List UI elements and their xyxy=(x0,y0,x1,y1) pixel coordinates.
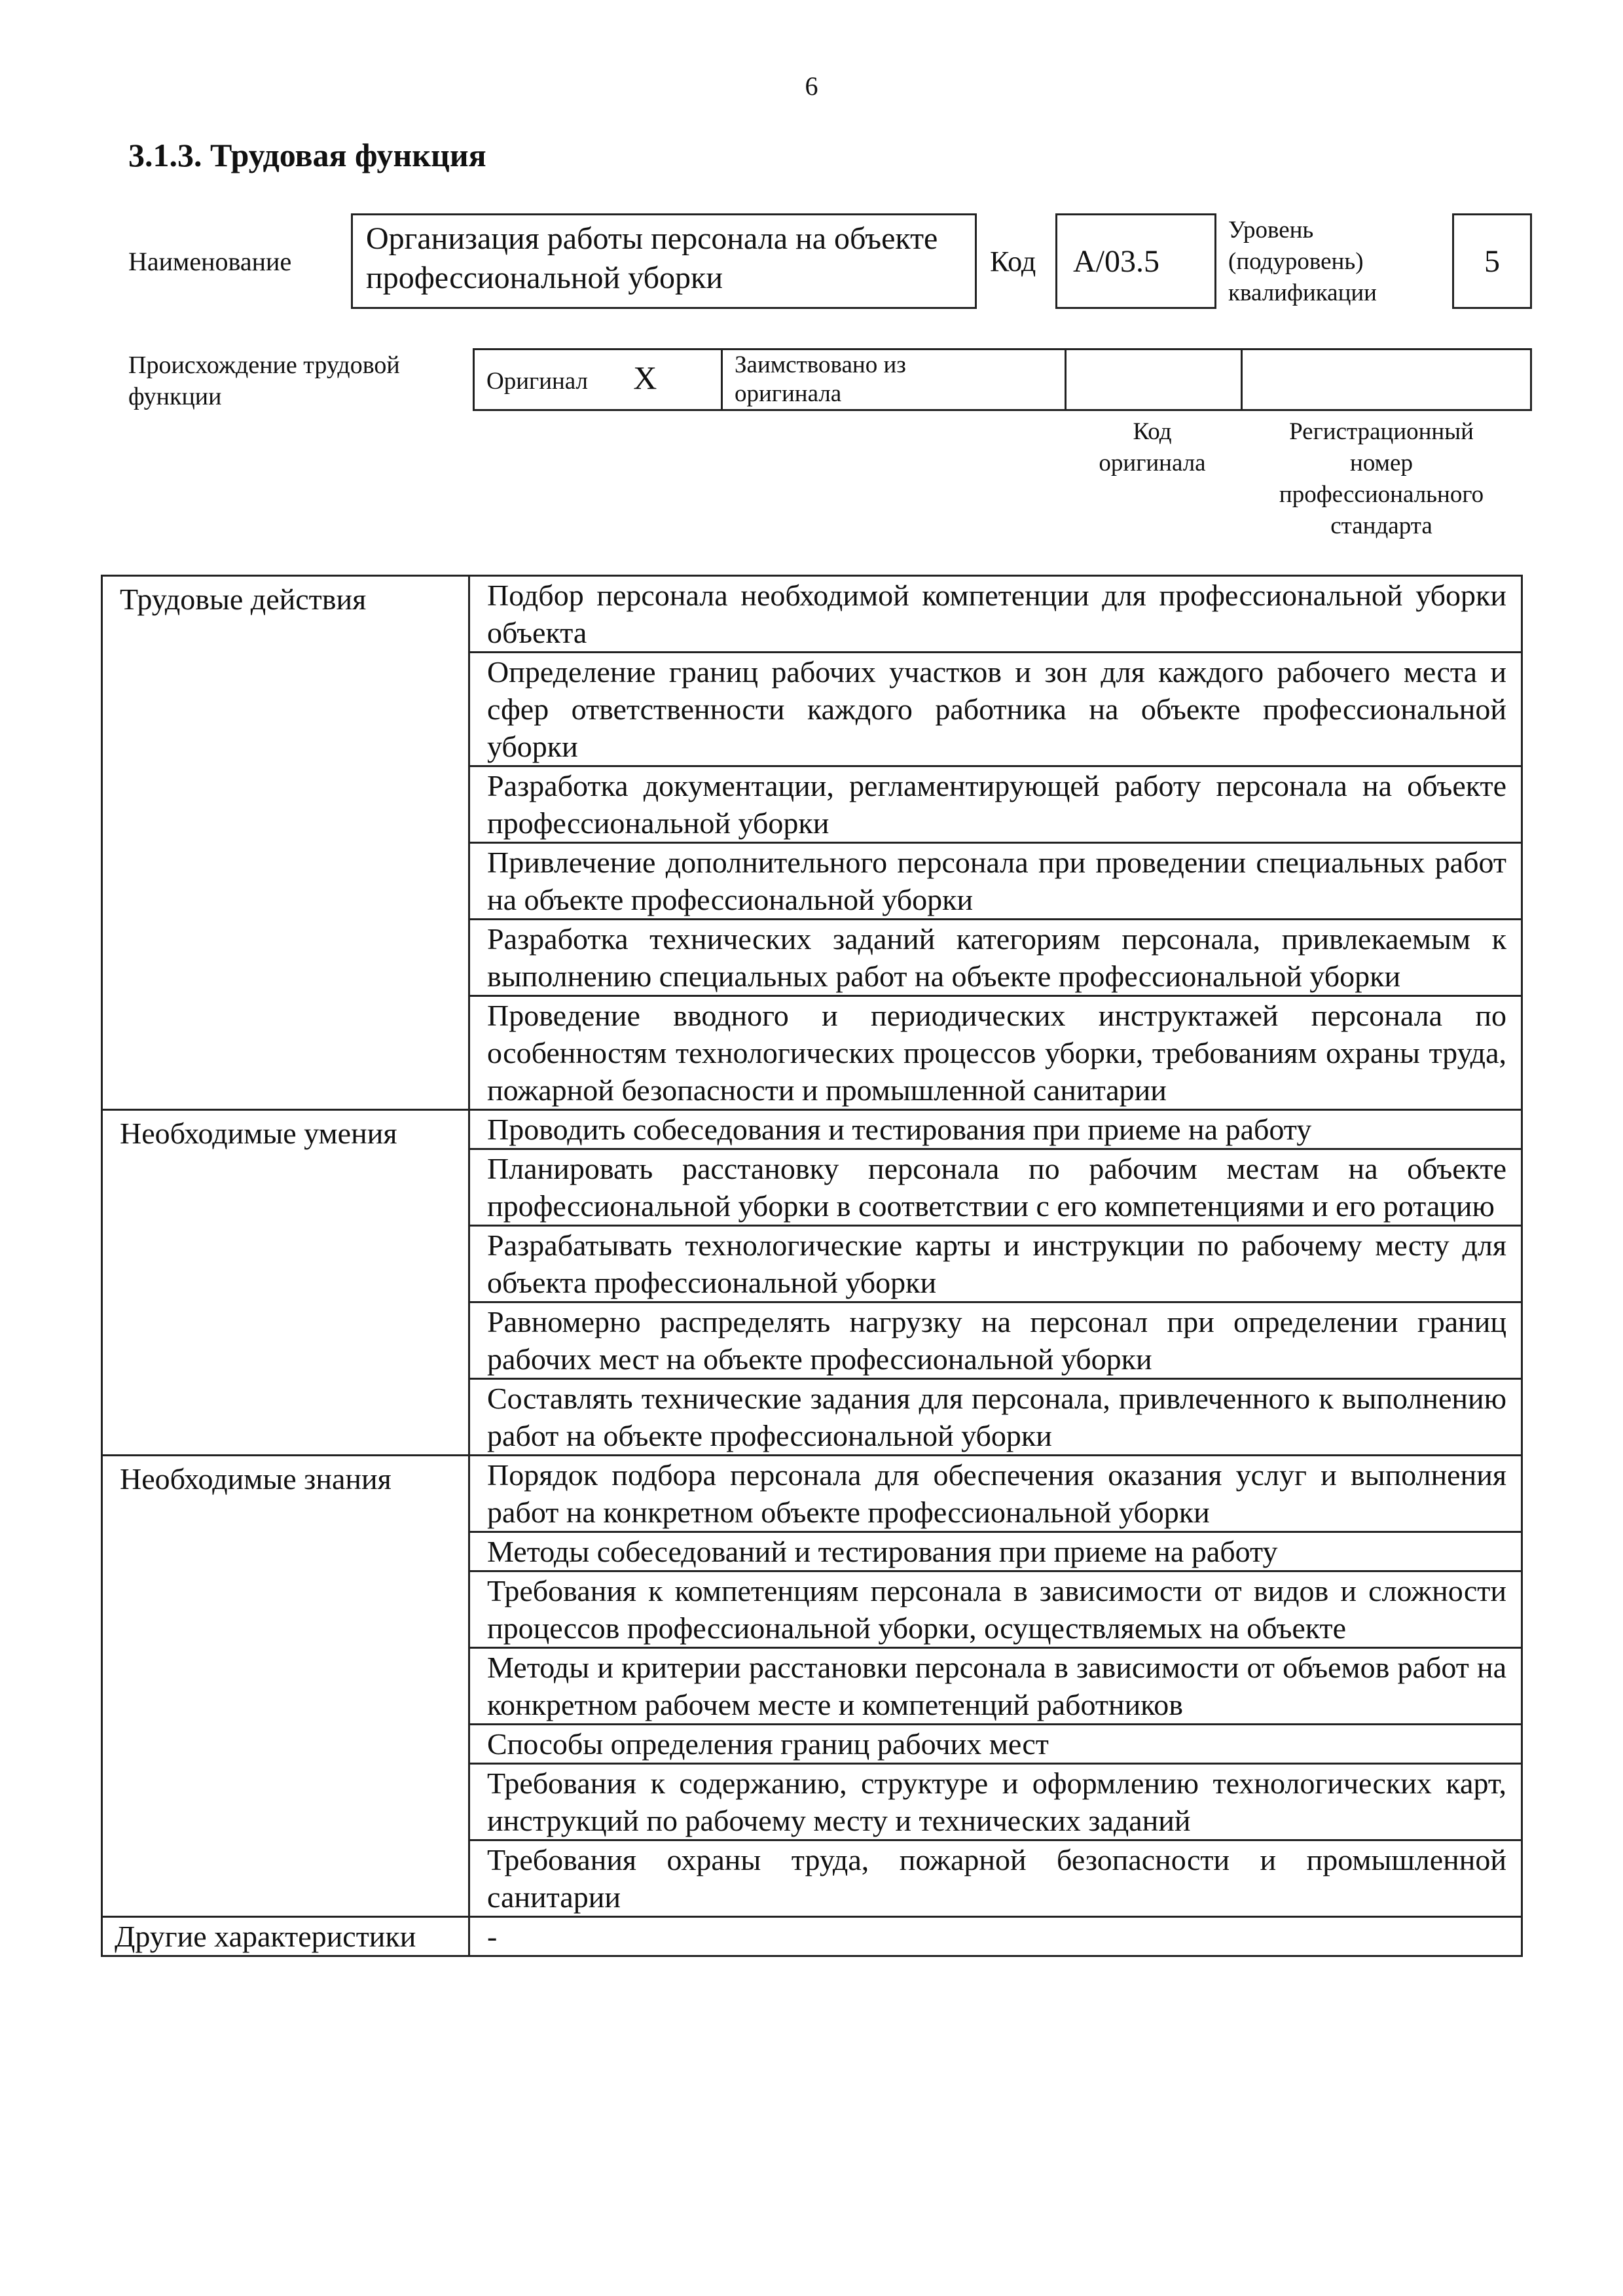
origin-label-line-2: функции xyxy=(128,383,222,410)
function-name-value: Организация работы персонала на объекте профессиональной уборки xyxy=(366,221,938,295)
section-title-knowledge: Необходимые знания xyxy=(102,1456,469,1917)
code-box xyxy=(1055,213,1216,309)
table-cell: Способы определения границ рабочих мест xyxy=(469,1725,1522,1764)
origin-label-line-1: Происхождение трудовой xyxy=(128,351,400,379)
table-cell: Разработка документации, регламентирующей работу персонала на объекте профессиональной уборки xyxy=(469,766,1522,843)
reg-number-caption-line-1: Регистрационный xyxy=(1289,418,1474,445)
original-label: Оригинал xyxy=(486,368,589,395)
reg-number-cell xyxy=(1242,350,1531,410)
borrowed-label-line-2: оригинала xyxy=(735,380,842,407)
page-number: 6 xyxy=(805,71,818,101)
level-value: 5 xyxy=(1484,243,1500,279)
section-title-other: Другие характеристики xyxy=(102,1917,469,1956)
table-cell: Равномерно распределять нагрузку на персонал при определении границ рабочих мест на объекте профессиональной уборки xyxy=(469,1302,1522,1379)
table-row xyxy=(102,1456,1522,1532)
original-mark: X xyxy=(633,359,657,396)
table-row xyxy=(102,1110,1522,1149)
origin-table xyxy=(473,348,1532,411)
table-cell: Требования охраны труда, пожарной безопасности и промышленной санитарии xyxy=(469,1840,1522,1917)
table-row xyxy=(102,1917,1522,1956)
table-cell: Составлять технические задания для персонала, привлеченного к выполнению работ на объекте профессиональной уборки xyxy=(469,1379,1522,1456)
reg-number-caption xyxy=(1237,416,1525,542)
original-code-cell xyxy=(1066,350,1242,410)
original-cell xyxy=(474,350,722,410)
table-cell: Методы и критерии расстановки персонала в зависимости от объемов работ на конкретном рабочем месте и компетенций работников xyxy=(469,1648,1522,1725)
table-row xyxy=(102,576,1522,653)
level-label-line-3: квалификации xyxy=(1228,279,1377,306)
table-cell: Проведение вводного и периодических инструктажей персонала по особенностям технологических процессов уборки, требованиям охраны труда, пожарной безопасности и промышленной санитарии xyxy=(469,996,1522,1110)
section-title: 3.1.3. Трудовая функция xyxy=(128,137,486,173)
original-code-caption-line-2: оригинала xyxy=(1099,450,1206,476)
origin-label xyxy=(128,350,400,412)
table-cell: Методы собеседований и тестирования при приеме на работу xyxy=(469,1532,1522,1571)
table-cell: - xyxy=(469,1917,1522,1956)
table-cell: Подбор персонала необходимой компетенции для профессиональной уборки объекта xyxy=(469,576,1522,653)
section-title-skills: Необходимые умения xyxy=(102,1110,469,1456)
table-cell: Порядок подбора персонала для обеспечения оказания услуг и выполнения работ на конкретном объекте профессиональной уборки xyxy=(469,1456,1522,1532)
main-table xyxy=(101,575,1523,1957)
code-label: Код xyxy=(990,245,1036,278)
table-cell: Проводить собеседования и тестирования при приеме на работу xyxy=(469,1110,1522,1149)
code-value: A/03.5 xyxy=(1073,243,1159,279)
original-code-caption-line-1: Код xyxy=(1133,418,1172,445)
level-label xyxy=(1228,215,1377,309)
function-name-box xyxy=(351,213,977,309)
reg-number-caption-line-4: стандарта xyxy=(1330,512,1432,539)
borrowed-label-line-1: Заимствовано из xyxy=(735,351,906,378)
borrowed-cell xyxy=(722,350,1066,410)
table-cell: Определение границ рабочих участков и зон для каждого рабочего места и сфер ответственности каждого работника на объекте профессиональной уборки xyxy=(469,653,1522,766)
section-title-labor-actions: Трудовые действия xyxy=(102,576,469,1110)
table-cell: Привлечение дополнительного персонала при проведении специальных работ на объекте профессиональной уборки xyxy=(469,843,1522,920)
table-cell: Разрабатывать технологические карты и инструкции по рабочему месту для объекта профессиональной уборки xyxy=(469,1226,1522,1302)
level-box xyxy=(1452,213,1532,309)
reg-number-caption-line-2: номер xyxy=(1350,450,1413,476)
reg-number-caption-line-3: профессионального xyxy=(1279,481,1484,508)
table-cell: Разработка технических заданий категориям персонала, привлекаемым к выполнению специальных работ на объекте профессиональной уборки xyxy=(469,920,1522,996)
table-cell: Требования к содержанию, структуре и оформлению технологических карт, инструкций по рабочему месту и технических заданий xyxy=(469,1764,1522,1840)
name-label: Наименование xyxy=(128,247,292,276)
table-cell: Требования к компетенциям персонала в зависимости от видов и сложности процессов профессиональной уборки, осуществляемых на объекте xyxy=(469,1571,1522,1648)
level-label-line-1: Уровень xyxy=(1228,217,1314,243)
level-label-line-2: (подуровень) xyxy=(1228,248,1364,275)
original-code-caption xyxy=(1074,416,1231,479)
table-cell: Планировать расстановку персонала по рабочим местам на объекте профессиональной уборки в соответствии с его компетенциями и его ротацию xyxy=(469,1149,1522,1226)
